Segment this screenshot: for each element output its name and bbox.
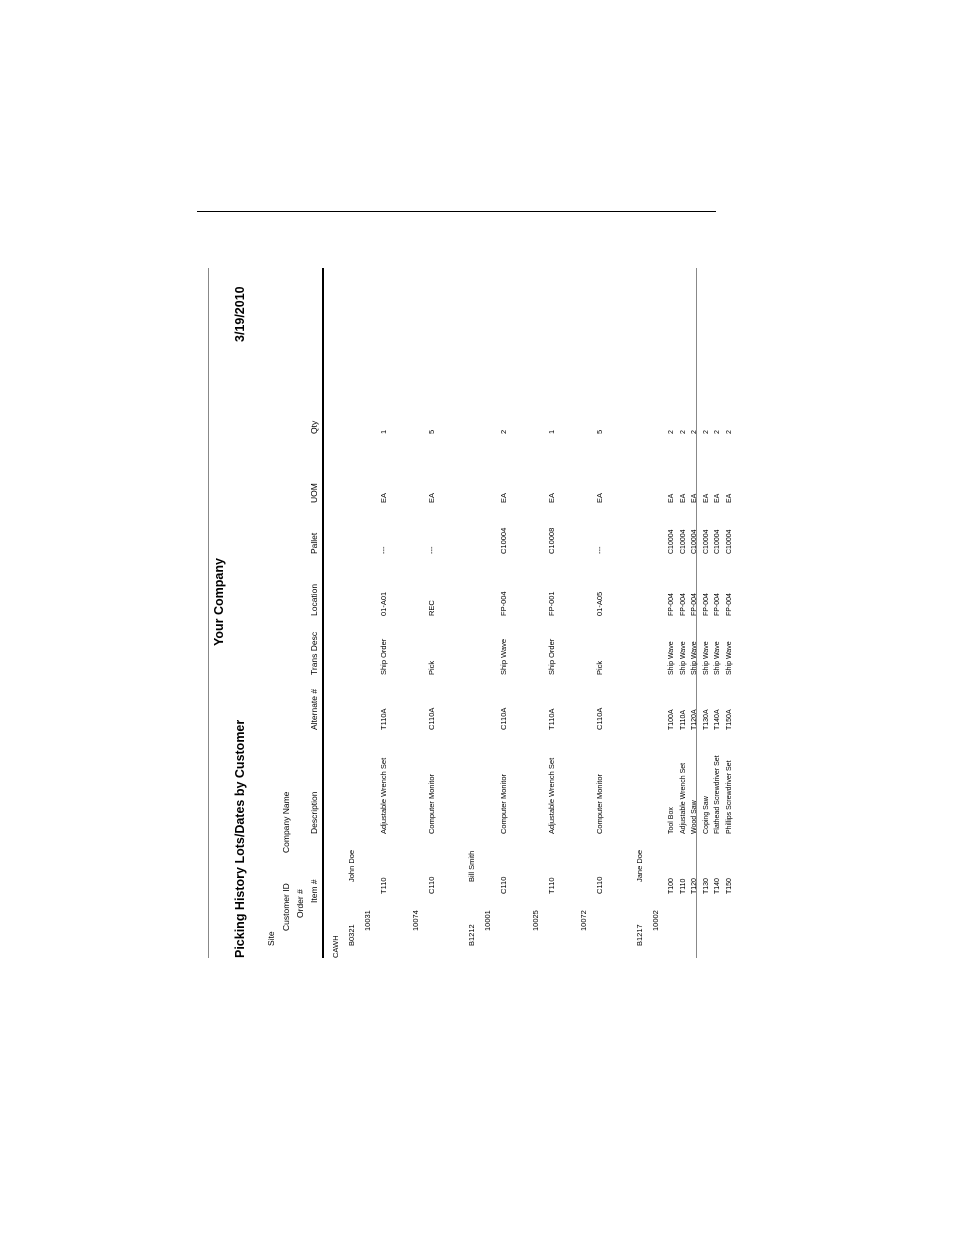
header-trans-desc: Trans Desc	[309, 631, 319, 675]
line-uom: EA	[427, 492, 436, 503]
line-pallet: C10004	[499, 527, 508, 554]
line-alt: C110A	[499, 707, 508, 730]
line-pallet: ---	[595, 546, 604, 554]
line-item: T140	[714, 878, 721, 894]
line-alt: T120A	[691, 709, 698, 730]
line-qty: 2	[679, 430, 687, 434]
line-trans: Pick	[427, 660, 436, 675]
line-trans: Ship Wave	[702, 641, 710, 675]
line-item: T120	[691, 878, 698, 894]
line-desc: Flathead Screwdriver Set	[714, 755, 721, 834]
report-page	[210, 268, 733, 958]
line-loc: FP-001	[547, 591, 556, 616]
order-number: 10072	[579, 910, 588, 931]
line-loc: REC	[427, 600, 436, 616]
order-number: 10031	[363, 910, 372, 931]
line-pallet: ---	[379, 546, 388, 554]
header-item: Item #	[309, 879, 319, 903]
line-loc: FP-004	[679, 593, 687, 616]
line-uom: EA	[725, 493, 733, 503]
line-trans: Ship Wave	[499, 639, 508, 675]
line-pallet: ---	[427, 546, 436, 554]
line-alt: C110A	[427, 707, 436, 730]
line-item: T110	[547, 877, 556, 894]
line-loc: FP-004	[691, 593, 698, 616]
line-uom: EA	[547, 492, 556, 503]
line-loc: 01-A05	[595, 591, 604, 616]
line-uom: EA	[714, 493, 721, 503]
line-item: T100	[668, 878, 675, 894]
line-uom: EA	[379, 492, 388, 503]
header-description: Description	[309, 791, 319, 834]
line-item: T110	[379, 877, 388, 894]
line-desc: Wood Saw	[691, 800, 698, 834]
line-loc: FP-004	[668, 593, 675, 616]
line-qty: 5	[595, 429, 604, 434]
header-site: Site	[266, 931, 276, 946]
company-name: Your Company	[212, 558, 226, 646]
line-loc: FP-004	[714, 593, 721, 616]
line-item: T150	[725, 878, 733, 894]
line-qty: 1	[379, 429, 388, 434]
line-trans: Ship Order	[379, 638, 388, 675]
line-item: C110	[427, 876, 436, 894]
order-number: 10074	[411, 910, 420, 931]
header-uom: UOM	[309, 483, 319, 503]
line-desc: Computer Monitor	[499, 773, 508, 834]
line-desc: Computer Monitor	[595, 773, 604, 834]
line-uom: EA	[668, 493, 675, 503]
site-code: CAWH	[331, 935, 340, 958]
line-alt: T150A	[725, 709, 733, 730]
customer-id: B1217	[635, 924, 644, 946]
line-qty: 2	[725, 430, 733, 434]
line-loc: FP-004	[702, 593, 710, 616]
line-trans: Ship Wave	[691, 641, 698, 675]
line-trans: Ship Wave	[679, 641, 687, 675]
line-pallet: C10004	[725, 529, 733, 554]
line-loc: 01-A01	[379, 591, 388, 616]
line-qty: 2	[499, 429, 508, 434]
line-qty: 1	[547, 429, 556, 434]
line-alt: T110A	[379, 708, 388, 730]
header-rule	[322, 268, 324, 958]
header-location: Location	[309, 583, 319, 616]
line-uom: EA	[691, 493, 698, 503]
line-pallet: C10008	[547, 527, 556, 554]
line-desc: Phillips Screwdriver Set	[725, 760, 733, 834]
report-date: 3/19/2010	[233, 286, 247, 342]
line-desc: Adjustable Wrench Set	[679, 762, 687, 834]
line-alt: T110A	[679, 709, 687, 730]
order-number: 10002	[651, 910, 660, 931]
top-rule	[197, 211, 716, 212]
line-alt: T130A	[702, 709, 710, 730]
line-desc: Adjustable Wrench Set	[547, 757, 556, 834]
line-alt: T140A	[714, 709, 721, 730]
page-border-left	[208, 268, 209, 958]
line-qty: 2	[668, 430, 675, 434]
header-pallet: Pallet	[309, 532, 319, 554]
line-alt: C110A	[595, 707, 604, 730]
customer-id: B1212	[467, 924, 476, 946]
line-trans: Pick	[595, 660, 604, 675]
line-desc: Computer Monitor	[427, 773, 436, 834]
line-item: C110	[499, 876, 508, 894]
header-alternate: Alternate #	[309, 688, 319, 730]
line-trans: Ship Order	[547, 638, 556, 675]
line-loc: FP-004	[725, 593, 733, 616]
line-qty: 2	[691, 430, 698, 434]
line-pallet: C10004	[702, 529, 710, 554]
order-number: 10025	[531, 910, 540, 931]
line-qty: 2	[702, 430, 710, 434]
header-order: Order #	[295, 889, 305, 918]
customer-name: John Doe	[347, 849, 356, 882]
line-pallet: C10004	[679, 529, 687, 554]
line-loc: FP-004	[499, 591, 508, 616]
line-uom: EA	[499, 492, 508, 503]
line-uom: EA	[595, 492, 604, 503]
line-trans: Ship Wave	[714, 641, 721, 675]
line-trans: Ship Wave	[725, 641, 733, 675]
header-customer-id: Customer ID	[281, 883, 291, 931]
report-title: Picking History Lots/Dates by Customer	[233, 719, 247, 958]
line-item: T130	[702, 878, 710, 894]
header-qty: Qty	[309, 420, 319, 434]
line-qty: 5	[427, 429, 436, 434]
line-desc: Tool Box	[668, 807, 675, 834]
line-item: T110	[679, 878, 687, 894]
line-uom: EA	[679, 493, 687, 503]
line-trans: Ship Wave	[668, 641, 675, 675]
order-number: 10001	[483, 910, 492, 931]
line-pallet: C10004	[668, 529, 675, 554]
line-desc: Adjustable Wrench Set	[379, 757, 388, 834]
header-company-name: Company Name	[281, 791, 291, 853]
line-uom: EA	[702, 493, 710, 503]
line-alt: T110A	[547, 708, 556, 730]
line-desc: Coping Saw	[702, 796, 710, 834]
line-qty: 2	[714, 430, 721, 434]
customer-name: Bill Smith	[467, 850, 476, 882]
customer-id: B0321	[347, 924, 356, 946]
customer-name: Jane Doe	[635, 849, 644, 882]
line-item: C110	[595, 876, 604, 894]
line-alt: T100A	[668, 709, 675, 730]
line-pallet: C10004	[714, 529, 721, 554]
line-pallet: C10004	[691, 529, 698, 554]
